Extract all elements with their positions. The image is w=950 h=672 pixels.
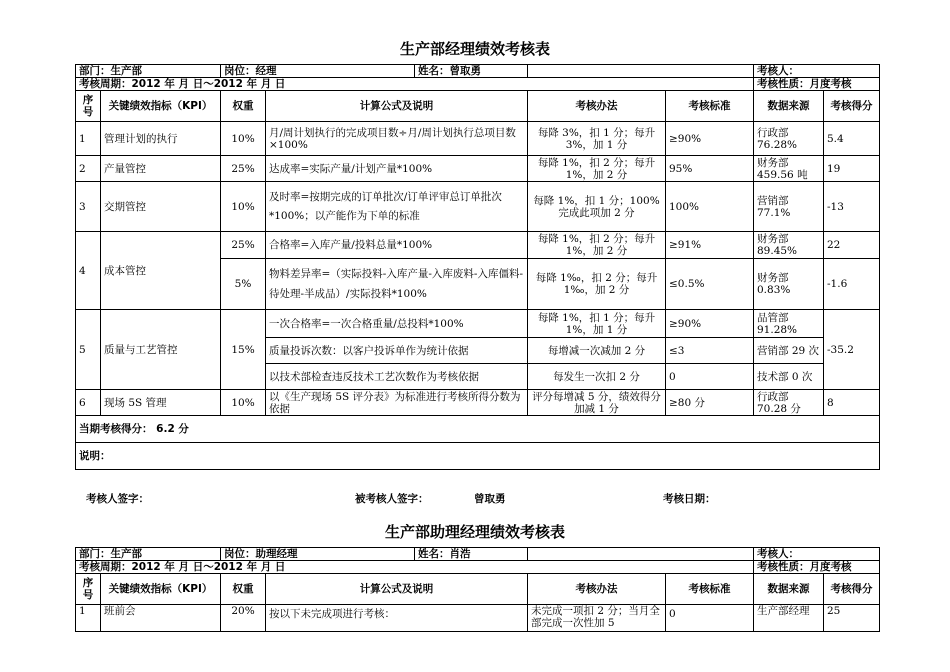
header-formula: 计算公式及说明 [266,574,528,605]
form1-position-cell [221,65,528,78]
form1-total-score: 当期考核得分： 6.2 分 [76,416,880,443]
cell-kpi: 质量与工艺管控 [101,310,221,390]
table-row [76,156,880,182]
cell-weight: 10% [221,390,266,416]
form2-title: 生产部助理经理绩效考核表 [384,523,565,541]
form2-name: 姓名：肖浩 [414,548,471,560]
cell-formula: 一次合格率=一次合格重量/总投料*100% [266,310,528,338]
cell-method: 每增减一次减加 2 分 [528,338,666,364]
cell-formula: 合格率=入库产量/投料总量*100% [266,232,528,259]
form2-blank [528,548,754,561]
cell-weight: 10% [221,182,266,232]
table-row [76,182,880,232]
cell-seq: 1 [76,122,101,156]
cell-score: 5.4 [824,122,880,156]
table-row [76,310,880,338]
form2-dept: 部门：生产部 [76,548,221,561]
header-seq: 序号 [76,574,101,605]
cell-standard: 0 [666,605,754,632]
cell-standard: ≤0.5% [666,259,754,310]
cell-method: 每降 1%，扣 2 分；每升 1%，加 2 分 [528,156,666,182]
form1-name: 姓名：曾取勇 [414,65,481,77]
cell-score: 25 [824,605,880,632]
cell-seq: 6 [76,390,101,416]
form1-position: 岗位：经理 [224,65,277,77]
form1-sign-assessee-name: 曾取勇 [474,493,506,505]
cell-weight: 10% [221,122,266,156]
cell-standard: 100% [666,182,754,232]
cell-score: -35.2 [824,310,880,390]
cell-weight: 20% [221,605,266,632]
cell-formula: 按以下未完成项进行考核： [266,605,528,632]
header-seq: 序号 [76,91,101,122]
cell-source: 财务部 89.45% [754,232,824,259]
form1-sign-date: 考核日期： [663,493,716,505]
cell-weight: 25% [221,232,266,259]
cell-seq: 4 [76,232,101,310]
cell-source: 技术部 0 次 [754,364,824,390]
cell-source: 生产部经理 [754,605,824,632]
header-weight: 权重 [221,91,266,122]
cell-method: 每降 3%，扣 1 分；每升 3%，加 1 分 [528,122,666,156]
cell-method: 每发生一次扣 2 分 [528,364,666,390]
cell-score: -1.6 [824,259,880,310]
cell-score: 22 [824,232,880,259]
header-source: 数据来源 [754,91,824,122]
cell-source: 营销部 29 次 [754,338,824,364]
header-standard: 考核标准 [666,91,754,122]
cell-formula: 物料差异率=（实际投料-入库产量-入库废料-入库僵料-待处理-半成品）/实际投料*100% [266,259,528,310]
form2-table [75,547,880,632]
cell-formula: 月/周计划执行的完成项目数÷月/周计划执行总项目数×100% [266,122,528,156]
cell-seq: 5 [76,310,101,390]
cell-kpi: 交期管控 [101,182,221,232]
form2-position: 岗位：助理经理 [224,548,298,560]
cell-kpi: 产量管控 [101,156,221,182]
header-method: 考核办法 [528,91,666,122]
cell-method: 每降 1%，扣 1 分；每升 1%，加 1 分 [528,310,666,338]
cell-formula: 以《生产现场 5S 评分表》为标准进行考核所得分数为依据 [266,390,528,416]
cell-source: 财务部 459.56 吨 [754,156,824,182]
cell-source: 行政部 70.28 分 [754,390,824,416]
cell-kpi: 成本管控 [101,232,221,310]
cell-standard: ≥91% [666,232,754,259]
cell-standard: ≥90% [666,122,754,156]
cell-method: 每降 1%，扣 2 分；每升 1%，加 2 分 [528,232,666,259]
form2-assessor: 考核人： [754,548,880,561]
cell-source: 品管部 91.28% [754,310,824,338]
form1-note: 说明： [76,443,880,470]
cell-score: 8 [824,390,880,416]
form1-nature: 考核性质：月度考核 [754,78,880,91]
cell-method: 评分每增减 5 分，绩效得分加减 1 分 [528,390,666,416]
form1-table [75,64,880,470]
cell-weight: 15% [221,310,266,390]
cell-standard: ≥90% [666,310,754,338]
form1-title: 生产部经理绩效考核表 [399,40,550,58]
form1-sign-assessee: 被考核人签字： [355,493,429,505]
cell-method: 每降 1%，扣 1 分；100%完成此项加 2 分 [528,182,666,232]
form2-nature: 考核性质：月度考核 [754,561,880,574]
cell-score: -13 [824,182,880,232]
cell-formula: 及时率=按期完成的订单批次/订单评审总订单批次*100%；以产能作为下单的标准 [266,182,528,232]
cell-standard: 0 [666,364,754,390]
table-row [76,390,880,416]
form2-period: 考核周期：2012 年 月 日～2012 年 月 日 [76,561,754,574]
cell-formula: 达成率=实际产量/计划产量*100% [266,156,528,182]
cell-kpi: 现场 5S 管理 [101,390,221,416]
cell-weight: 25% [221,156,266,182]
cell-method: 每降 1‰，扣 2 分；每升 1‰，加 2 分 [528,259,666,310]
header-weight: 权重 [221,574,266,605]
cell-standard: ≤3 [666,338,754,364]
header-kpi: 关键绩效指标（KPI） [101,91,221,122]
cell-formula: 以技术部检查违反技术工艺次数作为考核依据 [266,364,528,390]
form1-blank [528,65,754,78]
header-kpi: 关键绩效指标（KPI） [101,574,221,605]
cell-source: 营销部 77.1% [754,182,824,232]
cell-score: 19 [824,156,880,182]
cell-source: 财务部 0.83% [754,259,824,310]
form1-dept: 部门：生产部 [76,65,221,78]
cell-weight: 5% [221,259,266,310]
header-standard: 考核标准 [666,574,754,605]
form1-sign-assessor: 考核人签字： [86,493,149,505]
header-formula: 计算公式及说明 [266,91,528,122]
table-row [76,605,880,632]
cell-seq: 1 [76,605,101,632]
form1-assessor: 考核人： [754,65,880,78]
cell-standard: 95% [666,156,754,182]
form2-position-cell [221,548,528,561]
table-row [76,122,880,156]
form1-period: 考核周期：2012 年 月 日～2012 年 月 日 [76,78,754,91]
cell-seq: 3 [76,182,101,232]
table-row [76,232,880,259]
cell-kpi: 班前会 [101,605,221,632]
cell-method: 未完成一项扣 2 分；当月全部完成一次性加 5 [528,605,666,632]
header-score: 考核得分 [824,574,880,605]
header-score: 考核得分 [824,91,880,122]
cell-source: 行政部 76.28% [754,122,824,156]
cell-kpi: 管理计划的执行 [101,122,221,156]
header-method: 考核办法 [528,574,666,605]
cell-standard: ≥80 分 [666,390,754,416]
cell-seq: 2 [76,156,101,182]
cell-formula: 质量投诉次数：以客户投诉单作为统计依据 [266,338,528,364]
header-source: 数据来源 [754,574,824,605]
